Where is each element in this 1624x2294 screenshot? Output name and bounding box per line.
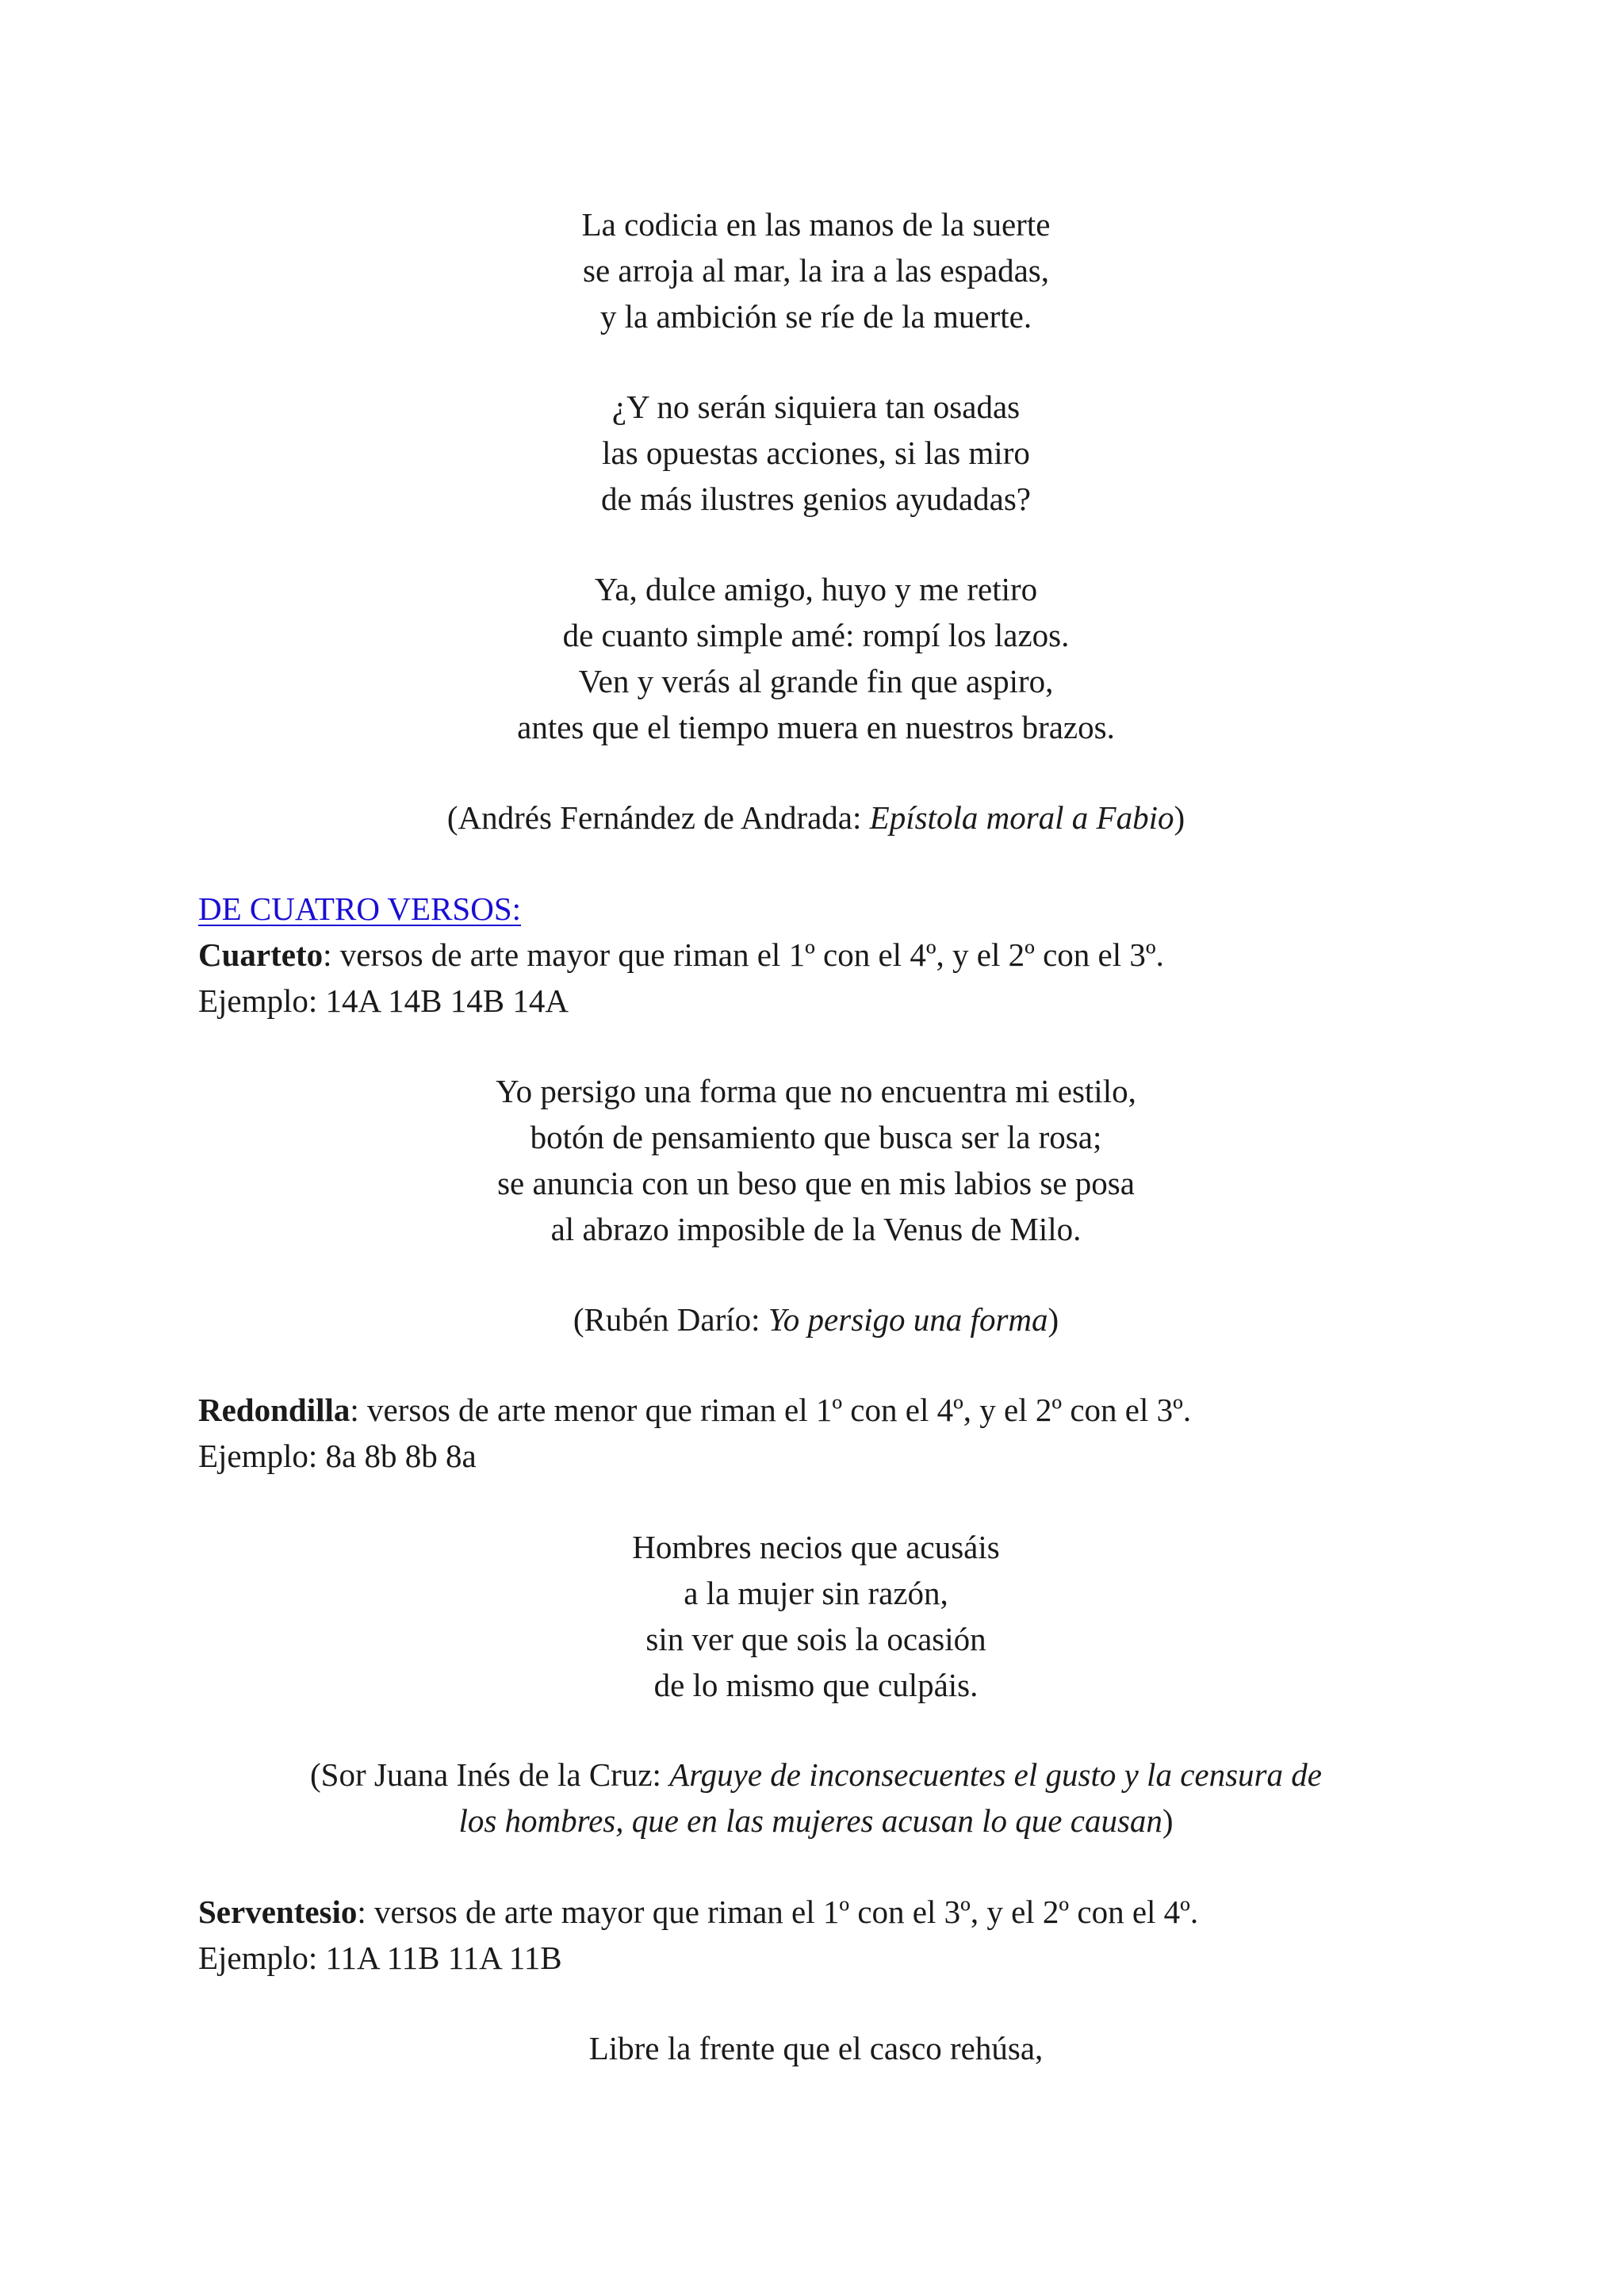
poem-line: La codicia en las manos de la suerte [581,206,1051,243]
poem-line: se arroja al mar, la ira a las espadas, [582,252,1049,289]
poem-line: y la ambición se ríe de la muerte. [599,298,1032,335]
citation-close: ) [1174,799,1185,836]
citation-title: Yo persigo una forma [768,1301,1048,1338]
poem-line: las opuestas acciones, si las miro [602,435,1030,471]
poem-line: ¿Y no serán siquiera tan osadas [611,389,1021,425]
definition-serventesio [198,1889,1198,1935]
example-line: Ejemplo: 14A 14B 14B 14A [198,982,569,1019]
citation-close: ) [1048,1301,1059,1338]
poem-line: se anuncia con un beso que en mis labios se posa [497,1165,1135,1201]
definition-redondilla [198,1387,1191,1433]
poem-citation [198,795,1434,841]
section-heading[interactable]: DE CUATRO VERSOS: [198,890,522,927]
citation-author: (Rubén Darío: [573,1301,768,1338]
poem-line: botón de pensamiento que busca ser la rosa; [530,1119,1102,1155]
poem-line: Ya, dulce amigo, huyo y me retiro [594,571,1038,607]
poem-line: Yo persigo una forma que no encuentra mi estilo, [496,1073,1136,1109]
example-line: Ejemplo: 11A 11B 11A 11B [198,1940,562,1976]
term: Cuarteto [198,936,324,973]
term: Serventesio [198,1894,358,1930]
citation-author: (Sor Juana Inés de la Cruz: [310,1756,670,1793]
poem-line: sin ver que sois la ocasión [645,1621,986,1657]
poem-line: Hombres necios que acusáis [632,1529,1000,1565]
poem-citation [198,1296,1434,1342]
poem-line: al abrazo imposible de la Venus de Milo. [550,1211,1082,1247]
definition-text: : versos de arte menor que riman el 1º con el 4º, y el 2º con el 3º. [350,1392,1192,1428]
poem-line: antes que el tiempo muera en nuestros brazos. [517,709,1115,745]
poem-line: Ven y verás al grande fin que aspiro, [578,663,1054,699]
poem-citation-continued [198,1798,1434,1844]
definition-cuarteto [198,932,1164,978]
poem-line: de más ilustres genios ayudadas? [601,481,1031,517]
citation-title: los hombres, que en las mujeres acusan lo que causan [458,1802,1162,1839]
poem-line: de lo mismo que culpáis. [653,1667,979,1703]
poem-line: Libre la frente que el casco rehúsa, [588,2030,1044,2066]
definition-text: : versos de arte mayor que riman el 1º con el 4º, y el 2º con el 3º. [323,936,1164,973]
definition-text: : versos de arte mayor que riman el 1º con el 3º, y el 2º con el 4º. [357,1894,1199,1930]
poem-line: a la mujer sin razón, [684,1575,948,1611]
poem-line: de cuanto simple amé: rompí los lazos. [562,617,1070,653]
term: Redondilla [198,1392,350,1428]
citation-author: (Andrés Fernández de Andrada: [446,799,870,836]
example-line: Ejemplo: 8a 8b 8b 8a [198,1438,477,1474]
citation-title: Arguye de inconsecuentes el gusto y la censura de [669,1756,1322,1793]
poem-citation [198,1752,1434,1798]
citation-title: Epístola moral a Fabio [869,799,1174,836]
citation-close: ) [1162,1802,1174,1839]
